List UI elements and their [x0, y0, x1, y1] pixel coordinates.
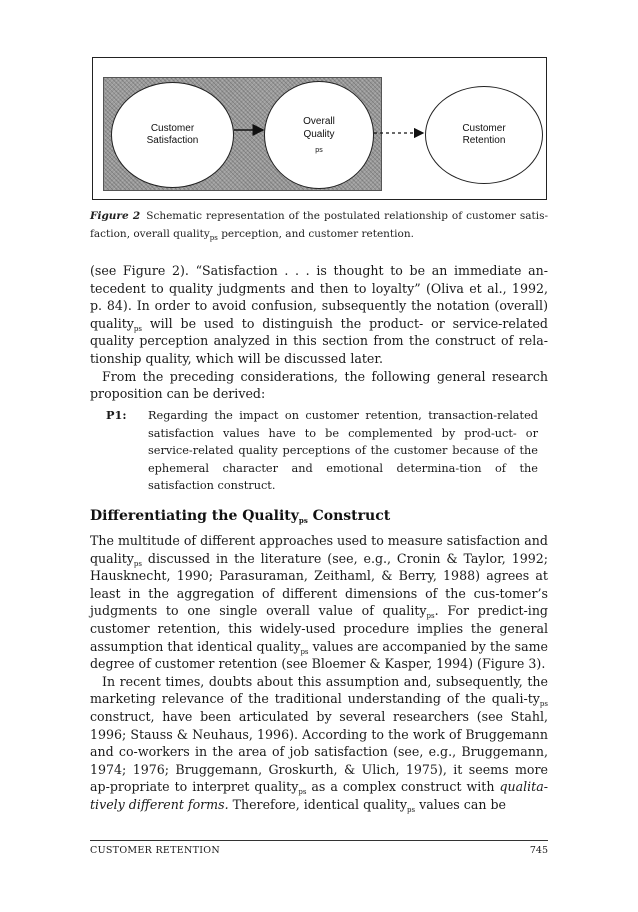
subscript: ps [426, 612, 435, 621]
text-run: values can be [415, 796, 506, 812]
subscript: ps [300, 647, 309, 656]
body-text-bottom [90, 532, 548, 814]
node-label-line2: Retention [462, 135, 506, 146]
paragraph: From the preceding considerations, the following general research proposition can be derived: [90, 368, 548, 402]
subscript: ps [407, 805, 416, 814]
text-run: . For predict-ing customer retention, this widely-used procedure implies the general assumption that identical quality [90, 603, 548, 654]
caption-text: Schematic representation of the postulated relationship of customer satis-faction, overall quality [90, 210, 549, 240]
heading-text: Differentiating the Quality [90, 508, 299, 524]
figure-label: Figure 2 [90, 210, 141, 222]
text-run: (see Figure 2). “Satisfaction . . . is thought to be an immediate an-tecedent to quality judgments and then to loyalty” (Oliva et al., 1992, p. 84). In order to avoid confusion, subsequently the notation (overall) quality [90, 263, 548, 331]
page-number: 745 [529, 845, 548, 856]
node-label-line2: Satisfaction [146, 135, 199, 146]
proposition-label: P1: [106, 408, 127, 422]
node-label-text: Quality [303, 128, 335, 140]
subscript: ps [315, 147, 323, 155]
subscript: ps [298, 516, 308, 525]
caption-text-end: perception, and customer retention. [217, 227, 414, 240]
paragraph [90, 262, 548, 368]
proposition-text: Regarding the impact on customer retention, transaction-related satisfaction values have to be complemented by prod-uct- or service-related quality perceptions of the customer because of the ephemeral character and emotional determina-tion of the satisfaction construct. [148, 409, 538, 493]
subscript: ps [133, 324, 142, 333]
text-run: as a complex construct with [306, 779, 500, 795]
text-run: Therefore, identical quality [228, 796, 408, 812]
text-run: The multitude of different approaches used to measure satisfaction and quality [90, 533, 548, 566]
subscript: ps [298, 788, 307, 797]
node-customer-satisfaction [111, 82, 234, 188]
text-run: In recent times, doubts about this assumption and, subsequently, the marketing relevance of the traditional understanding of the quali-ty [90, 673, 548, 707]
body-text-top [90, 262, 548, 403]
heading-text-end: Construct [307, 508, 391, 524]
running-footer: CUSTOMER RETENTION [90, 845, 221, 856]
node-label-line1: Customer [462, 122, 506, 134]
paragraph [90, 673, 548, 814]
emphasis-text: qualita-tively different forms. [90, 779, 548, 812]
text-run: values are accompanied by the same degree of customer retention (see Bloemer & Kasper, 1994) (Figure 3). [90, 638, 548, 672]
node-label-line2 [303, 129, 335, 154]
node-label-line1: Overall [303, 116, 335, 128]
node-label-line1: Customer [150, 122, 195, 134]
proposition-p1 [106, 407, 538, 495]
subscript: ps [209, 233, 218, 242]
text-run: will be used to distinguish the product- or service-related quality perception analyzed in this section from the construct of rela-tionship quality, which will be discussed later. [90, 315, 548, 366]
paragraph [90, 532, 548, 673]
node-overall-quality [264, 81, 374, 189]
footer-rule [90, 840, 548, 841]
node-customer-retention [425, 86, 543, 184]
figure-caption [90, 208, 548, 243]
text-run: discussed in the literature (see, e.g., Cronin & Taylor, 1992; Hausknecht, 1990; Parasuraman, Zeithaml, & Berry, 1988) agrees at least in the aggregation of different dimensions of the cus-tomer’s judgments to one single overall value of quality [90, 550, 548, 619]
subscript: ps [539, 700, 548, 709]
text-run: construct, have been articulated by several researchers (see Stahl, 1996; Stauss & Neuhaus, 1996). According to the work of Bruggemann and co-workers in the area of job satisfaction (see, e.g., Bruggemann, 1974; 1976; Bruggemann, Groskurth, & Ulich, 1975), it seems more ap-propriate to interpret quality [90, 708, 548, 795]
subscript: ps [133, 559, 142, 568]
section-heading [90, 508, 390, 524]
